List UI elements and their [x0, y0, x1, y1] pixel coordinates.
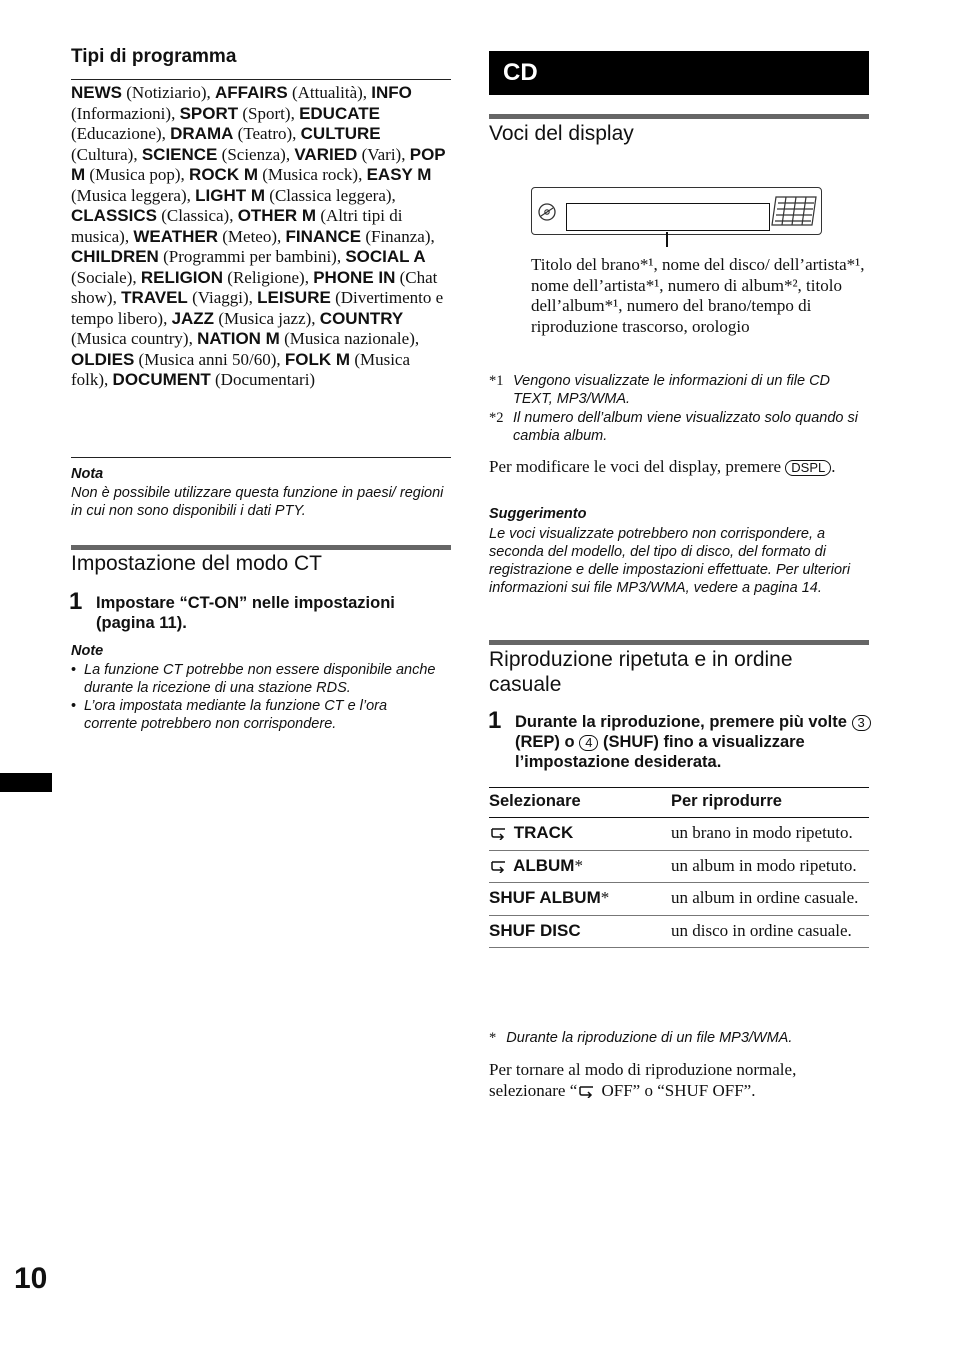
- section-title-repeat: Riproduzione ripetuta e in ordine casuale: [489, 648, 793, 696]
- table-header-select: Selezionare: [489, 788, 671, 818]
- section-rule: [489, 114, 869, 119]
- program-type-desc: (Viaggi): [192, 288, 249, 307]
- step-part: Durante la riproduzione, premere più volte: [515, 713, 847, 731]
- program-type-code: TRAVEL: [121, 288, 188, 307]
- tip-heading: Suggerimento: [489, 506, 587, 522]
- program-type-code: LEISURE: [257, 288, 331, 307]
- program-type-code: DOCUMENT: [112, 370, 211, 389]
- program-type-code: ROCK M: [189, 165, 258, 184]
- program-type-desc: (Musica leggera): [71, 185, 187, 205]
- key-3: 3: [852, 715, 871, 731]
- program-type-code: CHILDREN: [71, 247, 159, 266]
- display-pointer-line: [666, 232, 668, 247]
- program-type-code: OTHER M: [237, 206, 317, 225]
- repeat-icon: [489, 859, 509, 873]
- program-type-desc: (Documentari): [215, 370, 316, 389]
- program-type-code: COUNTRY: [319, 308, 404, 328]
- program-type-desc: (Musica anni 50/60): [138, 349, 277, 369]
- program-type-desc: (Notiziario): [126, 83, 207, 102]
- program-type-desc: (Scienza): [221, 144, 286, 164]
- program-type-code: EASY M: [366, 165, 432, 184]
- program-type-desc: (Classica leggera): [269, 185, 392, 205]
- key-4: 4: [579, 735, 598, 751]
- step-text: Impostare “CT-ON” nelle impostazioni (pagina 11).: [96, 594, 395, 632]
- program-type-desc: (Attualità): [291, 83, 363, 102]
- footnote-1: [489, 372, 869, 408]
- program-type-code: FINANCE: [285, 226, 362, 246]
- section-rule: [489, 640, 869, 645]
- section-title-ct: Impostazione del modo CT: [71, 552, 322, 575]
- cd-section-bar: [489, 51, 869, 95]
- program-type-code: SOCIAL A: [345, 247, 426, 266]
- table-cell-select: [489, 818, 671, 851]
- table-cell-play: un album in modo ripetuto.: [671, 850, 869, 883]
- select-label: SHUF DISC: [489, 920, 581, 940]
- program-type-desc: (Musica nazionale): [284, 329, 415, 348]
- dspl-text: Per modificare le voci del display, premere: [489, 457, 782, 476]
- period: .: [831, 457, 836, 476]
- repeat-icon: [489, 826, 509, 840]
- program-type-code: CULTURE: [300, 124, 381, 143]
- footnote-mark: *1: [489, 373, 504, 389]
- table-cell-play: un album in ordine casuale.: [671, 883, 869, 916]
- nota-text: Non è possibile utilizzare questa funzione in paesi/ regioni in cui non sono disponibili i dati PTY.: [71, 485, 444, 519]
- cd-title: CD: [503, 59, 538, 86]
- program-type-code: DRAMA: [170, 124, 234, 143]
- table-cell-play: un disco in ordine casuale.: [671, 915, 869, 948]
- note-item: • L’ora impostata mediante la funzione CT e l’ora corrente potrebbero non corrispondere.: [71, 697, 436, 733]
- program-type-code: WEATHER: [133, 226, 219, 246]
- program-type-code: LIGHT M: [195, 185, 266, 205]
- program-type-desc: (Informazioni): [71, 103, 172, 123]
- program-type-code: JAZZ: [171, 308, 215, 328]
- program-type-desc: (Meteo): [222, 226, 278, 246]
- section-title-program-types: Tipi di programma: [71, 46, 237, 67]
- display-caption: Titolo del brano*¹, nome del disco/ dell’artista*¹, nome dell’artista*¹, numero di album*², titolo dell’album*¹, numero del brano/tempo di riproduzione trascorso, orologio: [531, 255, 865, 336]
- step-text: [515, 712, 871, 772]
- program-type-desc: (Programmi per bambini): [163, 247, 337, 266]
- select-label: TRACK: [513, 823, 574, 842]
- footnote-mark: *2: [489, 410, 504, 426]
- select-star: *: [600, 888, 610, 907]
- table-cell-select: [489, 850, 671, 883]
- program-type-desc: (Chat show): [71, 267, 438, 307]
- display-segments-icon: [768, 191, 820, 231]
- step-number: 1: [488, 707, 502, 734]
- program-type-code: INFO: [371, 83, 412, 102]
- program-type-code: VARIED: [294, 144, 358, 164]
- program-type-code: NATION M: [197, 329, 280, 348]
- program-type-desc: (Musica jazz): [218, 308, 312, 328]
- table-header-play: Per riprodurre: [671, 788, 869, 818]
- note-item: • La funzione CT potrebbe non essere disponibile anche durante la ricezione di una stazione RDS.: [71, 661, 436, 697]
- dspl-key: DSPL: [785, 460, 831, 476]
- dspl-instruction: [489, 457, 869, 478]
- program-type-desc: (Cultura): [71, 144, 134, 164]
- divider: [71, 457, 451, 458]
- program-type-code: RELIGION: [140, 267, 224, 287]
- table-row: [489, 850, 869, 883]
- program-type-desc: (Sport): [242, 103, 291, 123]
- text-part: OFF” o “SHUF OFF”.: [597, 1080, 756, 1100]
- table-cell-select: [489, 883, 671, 916]
- table-footnote: [489, 1029, 869, 1047]
- table-cell-play: un brano in modo ripetuto.: [671, 818, 869, 851]
- program-type-code: AFFAIRS: [215, 83, 288, 102]
- table-row: [489, 915, 869, 948]
- footnote-text: Vengono visualizzate le informazioni di un file CD TEXT, MP3/WMA.: [513, 373, 831, 407]
- program-type-desc: (Musica folk): [71, 349, 411, 389]
- page-number: 10: [14, 1262, 48, 1295]
- section-title-display: Voci del display: [489, 122, 634, 145]
- select-label: ALBUM: [513, 855, 575, 875]
- note-heading: Note: [71, 643, 104, 659]
- step-part: (SHUF) fino a visualizzare l’impostazione desiderata.: [515, 733, 805, 771]
- tip-text: Le voci visualizzate potrebbero non corrispondere, a seconda del modello, del tipo di disco, del formato di registrazione e delle impostazioni effettuate. Per ulteriori informazioni sui file MP3/WMA, vedere a pagina 14.: [489, 526, 851, 596]
- program-type-code: PHONE IN: [313, 267, 396, 287]
- play-mode-table: [489, 787, 869, 948]
- program-type-desc: (Musica pop): [89, 165, 181, 184]
- program-type-code: CLASSICS: [71, 206, 157, 225]
- normal-mode-text: [489, 1060, 869, 1101]
- section-rule: [71, 545, 451, 550]
- program-type-desc: (Classica): [161, 206, 230, 225]
- program-type-desc: (Religione): [227, 267, 305, 287]
- footnote-2: [489, 409, 869, 445]
- program-type-desc: (Divertimento e tempo libero): [71, 288, 444, 328]
- program-type-code: OLDIES: [71, 349, 135, 369]
- divider: [71, 79, 451, 80]
- program-types-list: NEWS (Notiziario), AFFAIRS (Attualità), INFO (Informazioni), SPORT (Sport), EDUCATE (Educazione), DRAMA (Teatro), CULTURE (Cultura), SCIENCE (Scienza), VARIED (Vari), POP M (Musica pop), ROCK M (Musica rock), EASY M (Musica leggera), LIGHT M (Classica leggera), CLASSICS (Classica), OTHER M (Altri tipi di musica), WEATHER (Meteo), FINANCE (Finanza), CHILDREN (Programmi per bambini), SOCIAL A (Sociale), RELIGION (Religione), PHONE IN (Chat show), TRAVEL (Viaggi), LEISURE (Divertimento e tempo libero), JAZZ (Musica jazz), COUNTRY (Musica country), NATION M (Musica nazionale), OLDIES (Musica anni 50/60), FOLK M (Musica folk), DOCUMENT (Documentari): [71, 83, 446, 389]
- disc-icon: [536, 201, 558, 223]
- footnote-text: Il numero dell’album viene visualizzato solo quando si cambia album.: [513, 410, 858, 444]
- display-text-field: [566, 203, 770, 231]
- repeat-icon: [577, 1084, 597, 1098]
- language-tab-marker: [0, 773, 52, 792]
- program-type-desc: (Vari): [361, 144, 402, 164]
- program-type-code: SCIENCE: [141, 144, 218, 164]
- select-star: *: [574, 855, 583, 875]
- nota-heading: Nota: [71, 466, 104, 482]
- footnote-mark: *: [489, 1030, 497, 1046]
- select-label: SHUF ALBUM: [489, 888, 601, 907]
- program-type-code: POP M: [71, 144, 446, 184]
- display-illustration: [531, 187, 822, 235]
- table-row: [489, 883, 869, 916]
- table-row: [489, 818, 869, 851]
- program-type-desc: (Sociale): [71, 267, 133, 287]
- program-type-code: NEWS: [71, 83, 122, 102]
- program-type-desc: (Teatro): [237, 124, 293, 143]
- program-type-code: EDUCATE: [299, 103, 380, 123]
- notes-list: [71, 661, 436, 733]
- program-type-code: SPORT: [179, 103, 239, 123]
- program-type-desc: (Musica country): [71, 329, 189, 348]
- program-type-desc: (Musica rock): [262, 165, 359, 184]
- program-type-desc: (Educazione): [71, 124, 162, 143]
- table-cell-select: [489, 915, 671, 948]
- program-type-code: FOLK M: [284, 349, 351, 369]
- footnote-text: Durante la riproduzione di un file MP3/WMA.: [506, 1030, 793, 1046]
- step-number: 1: [69, 588, 83, 615]
- text-part: Per tornare al modo di riproduzione normale, selezionare “: [489, 1060, 797, 1100]
- program-type-desc: (Altri tipi di musica): [71, 206, 403, 246]
- step-part: (REP) o: [515, 733, 575, 751]
- program-type-desc: (Finanza): [365, 226, 431, 246]
